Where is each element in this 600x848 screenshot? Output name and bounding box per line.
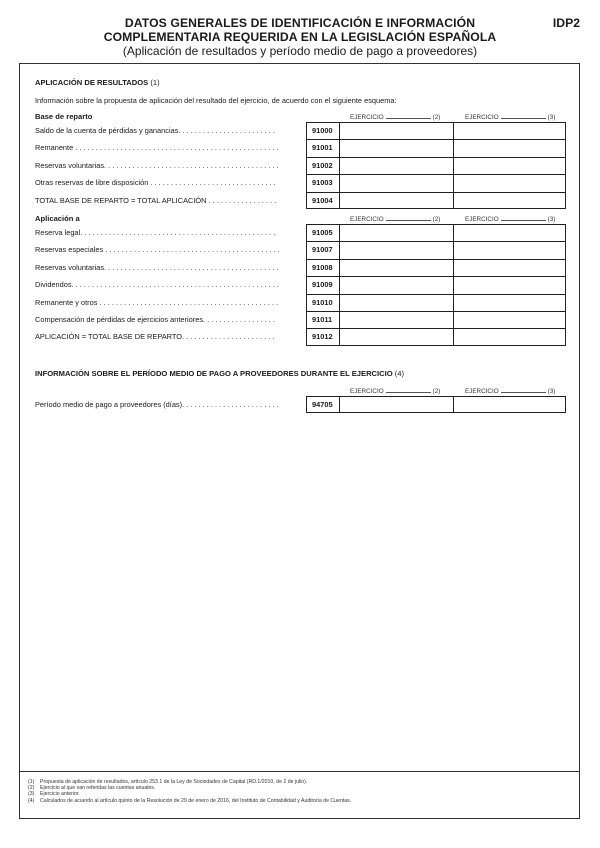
row-code: 91012 (312, 332, 333, 342)
row-label: Remanente y otros . . . . . . . . . . . . . . . . . . . . . . . . . . . . . . . . . . . . . . . . . . . . (35, 297, 279, 307)
row-label: TOTAL BASE DE REPARTO = TOTAL APLICACIÓN . . . . . . . . . . . . . . . . . (35, 195, 277, 205)
row-code: 91011 (312, 315, 333, 324)
col-header-previous (465, 113, 555, 121)
col-header-current (350, 215, 440, 223)
row-code: 91002 (312, 160, 333, 170)
col-label: EJERCICIO (465, 388, 499, 395)
value-field-previous[interactable] (455, 193, 565, 207)
page-header (0, 16, 600, 58)
row-label: Remanente . . . . . . . . . . . . . . . . . . . . . . . . . . . . . . . . . . . . . . . . . . . . . . . . . . (35, 143, 279, 153)
footnote-text: Ejercicio al que van referidas las cuentas anuales. (40, 785, 156, 792)
col-label: EJERCICIO (465, 216, 499, 223)
value-field-previous[interactable] (455, 397, 565, 411)
section-intro: Información sobre la propuesta de aplicación del resultado del ejercicio, de acuerdo con el siguiente esquema: (35, 96, 397, 105)
value-field-current[interactable] (341, 140, 452, 154)
value-field-previous[interactable] (455, 140, 565, 154)
value-field-previous[interactable] (455, 158, 565, 172)
section-title-text: INFORMACIÓN SOBRE EL PERÍODO MEDIO DE PAGO A PROVEEDORES DURANTE EL EJERCICIO (35, 369, 393, 378)
col-header-current (350, 113, 440, 121)
footnotes (28, 779, 351, 804)
row-label: Período medio de pago a proveedores (días). . . . . . . . . . . . . . . . . . . . . . . . (35, 400, 279, 409)
row-label: APLICACIÓN = TOTAL BASE DE REPARTO. . . . . . . . . . . . . . . . . . . . . . . (35, 332, 275, 342)
value-field-previous[interactable] (455, 123, 565, 137)
col-label: EJERCICIO (350, 216, 384, 223)
value-field-previous[interactable] (455, 175, 565, 189)
col-label: EJERCICIO (350, 388, 384, 395)
col-note: (2) (432, 216, 441, 223)
row-code: 91010 (312, 297, 333, 307)
row-label: Dividendos. . . . . . . . . . . . . . . . . . . . . . . . . . . . . . . . . . . . . . . . . . . . . . . . . . . (35, 280, 279, 290)
footnote (28, 798, 351, 804)
col-note: (3) (547, 114, 556, 121)
footnote-text: Propuesta de aplicación de resultados, artículo 253.1 de la Ley de Sociedades de Capital (RD.1/2010, de 2 de julio). (40, 779, 308, 785)
col-header-previous (465, 387, 555, 395)
value-field-current[interactable] (341, 329, 452, 343)
value-field-current[interactable] (341, 295, 452, 309)
row-code: 91003 (312, 178, 333, 188)
row-label: Otras reservas de libre disposición . . . . . . . . . . . . . . . . . . . . . . . . . . . . . . . (35, 178, 276, 188)
value-field-previous[interactable] (455, 260, 565, 274)
col-header-previous (465, 215, 555, 223)
row-label: Reservas voluntarias. . . . . . . . . . . . . . . . . . . . . . . . . . . . . . . . . . . . . . . . . . . (35, 262, 279, 272)
row-label: Compensación de pérdidas de ejercicios anteriores. . . . . . . . . . . . . . . . . . (35, 315, 275, 324)
footnote-number: (1) (28, 779, 35, 785)
value-field-current[interactable] (341, 260, 452, 274)
section-title-text: APLICACIÓN DE RESULTADOS (35, 78, 149, 87)
footnote-text: Ejercicio anterior. (40, 791, 80, 798)
title-line-1: DATOS GENERALES DE IDENTIFICACIÓN E INFORMACIÓN (124, 16, 476, 30)
row-code: 94705 (312, 400, 333, 409)
grid-column-divider (453, 123, 454, 208)
group-aplicacion-a: Aplicación a (35, 214, 80, 223)
footnote-number: (4) (28, 797, 35, 804)
value-field-current[interactable] (341, 193, 452, 207)
row-code: 91001 (312, 143, 333, 153)
row-code: 91005 (312, 228, 333, 237)
col-note: (2) (432, 114, 441, 121)
title-line-2: COMPLEMENTARIA REQUERIDA EN LA LEGISLACIÓN ESPAÑOLA (103, 30, 497, 44)
grid-column-divider (339, 123, 340, 208)
value-field-current[interactable] (341, 397, 452, 411)
row-code: 91000 (312, 126, 333, 135)
footnote-number: (3) (28, 791, 35, 798)
value-field-previous[interactable] (455, 295, 565, 309)
section-pmp-title (35, 369, 404, 378)
value-field-current[interactable] (341, 277, 452, 291)
row-label: Reservas especiales . . . . . . . . . . . . . . . . . . . . . . . . . . . . . . . . . . . . . . . . . . . (35, 245, 280, 255)
row-code: 91007 (312, 245, 333, 255)
value-field-current[interactable] (341, 242, 452, 256)
value-field-current[interactable] (341, 225, 452, 239)
subtitle: (Aplicación de resultados y período medio de pago a proveedores) (122, 44, 478, 58)
footnote-number: (2) (28, 785, 35, 792)
row-label: Saldo de la cuenta de pérdidas y ganancias. . . . . . . . . . . . . . . . . . . . . . . . (35, 126, 275, 135)
row-code: 91008 (312, 262, 333, 272)
value-field-previous[interactable] (455, 242, 565, 256)
section-title-note: (1) (150, 78, 160, 87)
col-header-current (350, 387, 440, 395)
col-label: EJERCICIO (465, 114, 499, 121)
value-field-current[interactable] (341, 175, 452, 189)
value-field-current[interactable] (341, 312, 452, 326)
col-note: (3) (547, 388, 556, 395)
value-field-previous[interactable] (455, 312, 565, 326)
footnote-text: Calculados de acuerdo al artículo quinto de la Resolución de 29 de enero de 2016, del Instituto de Contabilidad y Auditoría de Cuentas. (40, 797, 352, 804)
row-label: Reservas voluntarias. . . . . . . . . . . . . . . . . . . . . . . . . . . . . . . . . . . . . . . . . . . (35, 160, 279, 170)
value-field-previous[interactable] (455, 225, 565, 239)
value-field-current[interactable] (341, 158, 452, 172)
col-note: (3) (547, 216, 556, 223)
form-code: IDP2 (552, 16, 580, 30)
section-title-note: (4) (394, 369, 405, 378)
value-field-previous[interactable] (455, 329, 565, 343)
grid-column-divider (453, 397, 454, 412)
grid-column-divider (339, 397, 340, 412)
group-base-reparto: Base de reparto (35, 112, 93, 121)
value-field-current[interactable] (341, 123, 452, 137)
grid-column-divider (453, 225, 454, 345)
row-label: Reserva legal. . . . . . . . . . . . . . . . . . . . . . . . . . . . . . . . . . . . . . . . . . . . . . . . (35, 228, 276, 237)
row-code: 91004 (312, 195, 333, 205)
col-note: (2) (432, 388, 441, 395)
section-aplicacion-title (35, 78, 160, 87)
col-label: EJERCICIO (350, 114, 384, 121)
grid-column-divider (339, 225, 340, 345)
value-field-previous[interactable] (455, 277, 565, 291)
row-code: 91009 (312, 280, 333, 290)
